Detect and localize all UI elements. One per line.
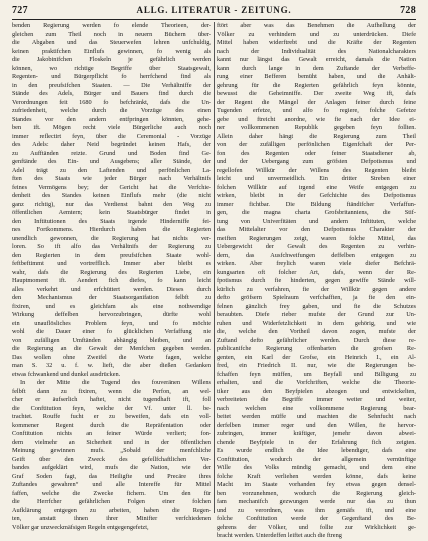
- text-line: Verordnungen feit 1680 fo befchränkt, dafs die Un-: [12, 98, 211, 106]
- text-line: Allein daher hängt die Regierung zum Theil: [217, 132, 416, 140]
- text-line: regellofen Willkür der Willens des Regenten bleibt: [217, 166, 416, 174]
- text-line: fred, ein Friedrich II. nur, wie die Regierungen be-: [217, 362, 416, 369]
- text-line: fpotismus durch fie hinderten, gegen gewiffe Stände will-: [217, 277, 416, 284]
- text-line: gehrung für die Regierten gefährlich feyn könnte,: [217, 81, 416, 89]
- text-line: die Herrfcher gefährlichen Folgen einer folchen: [12, 498, 211, 505]
- text-line: von der zufälligen perfönlichen Eigenfchaft der Per-: [217, 141, 416, 148]
- text-line: folche Conftitution werde der Gegenftand des Be-: [217, 515, 416, 522]
- text-line: bandes aufgeklärt wird, mufs die Nation, wie der: [12, 464, 211, 471]
- text-line: der Regent die Mängel der Anlagen feiner durch feine: [217, 98, 416, 106]
- text-line: zubringen, immer kräftiger, jemehr davon abwei-: [217, 430, 416, 437]
- text-line: Geift über den Zweck des gefellfchaftlichen Ver-: [12, 455, 211, 463]
- text-line: Conftitution nichts an feiner Würde verliert; fon-: [12, 430, 211, 437]
- text-line: zufriedenheit, welche durch die Vorzüge des einen: [12, 107, 211, 114]
- text-line: Regenten- und Bürgerpflicht fo herrfchend find als: [12, 73, 211, 80]
- text-line: Standes vor den andern entfpringen könnten, gehe-: [12, 115, 211, 123]
- left-column: [12, 22, 211, 531]
- text-line: loren. So ift alfo das Verhältnifs der Regierung zu: [12, 243, 211, 250]
- text-line: Adel trägt zu den Laftenden und perfönlichen La-: [12, 166, 211, 174]
- page-header: [12, 5, 416, 18]
- text-line: gehrens der Völker, und follte zur Wirklichkeit ge-: [217, 523, 416, 531]
- text-line: wohl die Dauer einer fo glücklichen Verfaffung nie: [12, 328, 211, 335]
- text-line: kann durch lange in dem Zuftande der Verbeffe-: [217, 64, 416, 72]
- text-line: nach der Individualität des Nationalcharakters: [217, 47, 416, 55]
- text-line: ein unauflösliches Problem feyn, und fo möchte: [12, 319, 211, 327]
- text-line: felbft dann zu fixiren, wenn die Perfon, an wel-: [12, 387, 211, 395]
- text-line: gleichen zum Theil noch in neuern Büchern über-: [12, 30, 211, 38]
- text-line: dern, das Ausfchweifungen deffelben entgegen zu: [217, 251, 416, 259]
- text-line: feftbeftimmt und vortrefflich. Immer aber bleibt es: [12, 260, 211, 267]
- text-line: immer fichtbar. Die Bildung ftändifcher Verfaffun-: [217, 200, 416, 208]
- column-divider: [214, 22, 215, 513]
- text-line: Zuftand defto gefährlicher werden. Durch diese re-: [217, 336, 416, 344]
- text-columns: [12, 22, 416, 539]
- text-line: tiker aus den Beyfpielen abzogen und entwickelten,: [217, 387, 416, 395]
- text-line: ben ift. Mögen recht viele Bürgerliche auch noch: [12, 124, 211, 131]
- text-line: genten, ein Karl der Grofse, ein Heinrich I., ein Al-: [217, 353, 416, 361]
- text-line: fon des Regenten oder feiner Staatsdiener ab,: [217, 149, 416, 157]
- text-line: fixiren, und es gleichfam als eine nothwendige: [12, 302, 211, 310]
- text-line: benden Regierung werden fo elende Theorieen, der-: [12, 22, 211, 29]
- text-line: faffen, welche die Zwecke fichern. Um den für: [12, 489, 211, 497]
- text-line: Wille des Volks mündig gemacht, und dem eine: [217, 464, 416, 471]
- header-rule: [12, 19, 416, 20]
- text-line: erhalten, und die Vorfchriften, welche die Theorie-: [217, 379, 416, 386]
- page-number-left: 727: [12, 5, 28, 16]
- text-line: beraubten. Diefe rieber mufste der Grund zur Un-: [217, 311, 416, 318]
- text-line: derfelben immer reger und den Willen, fie hervor-: [217, 421, 416, 429]
- text-line: meiften Regierungen zeigt, waren folche Mittel, das: [217, 234, 416, 242]
- text-line: felnen gänzlich frey gaben, und fie die Schutzes: [217, 302, 416, 310]
- text-line: feines Vermögens bey; der Gericht hat die Verfchie-: [12, 183, 211, 191]
- text-line: etwas fchwankend und dunkel ausdrücken.: [12, 370, 121, 378]
- text-line: man S. 32 u. f. w. lieft, die aber dießen Gedanken: [12, 362, 211, 369]
- text-line: die Conftitution feyn, welche der Vf. unter ll. be-: [12, 404, 211, 412]
- text-line: zu Aufftänden reizte. Grund und Boden find Ge-: [12, 149, 211, 157]
- text-line: ten, anstatt ihnen ihrer Minifter verfchiedenen: [12, 515, 211, 522]
- text-line: leicht und unvermeidlich. Ein dritter Streben einer: [217, 175, 416, 182]
- text-line: öffentlichen Aemtern; kein Staatsbürger findet in: [12, 209, 211, 216]
- text-line: Hauptmoment ift. Aendert fich diefes, fo kann leicht: [12, 277, 211, 284]
- text-line: und der Uebergang zum gröfsten Defpotismus und: [217, 158, 416, 165]
- text-line: die, welche den Vortheil davon zogen, mufste der: [217, 328, 416, 335]
- text-line: Macht im Staate vorhanden fey etwas gegen densel-: [217, 481, 416, 488]
- text-line: ganz richtig), nur das Verdienst bahnt den Weg zu: [12, 200, 211, 208]
- text-line: Conftitution, wodurch der allgemein vernünftige: [217, 455, 416, 463]
- text-line: kungsarten oft folcher Art, dafs, wenn der Re-: [217, 268, 416, 276]
- text-line: Stände des Adels, Bürger und Bauers find durch die: [12, 90, 211, 97]
- text-line: fam mechanifch gezwungen werde nur das zu thun: [217, 498, 416, 505]
- page-number-right: 728: [400, 5, 416, 16]
- text-line: folche Kraft verliehen werden könne, dafs keine: [217, 472, 416, 480]
- text-line: keinen praktifchen Einflufs gewinnen, fo wenig als: [12, 47, 211, 55]
- text-line: von zufälligen Umftänden abhängig bleiben, und an: [12, 336, 211, 344]
- text-line: die Jakobinifchen Floskeln je gefährlich werden: [12, 56, 211, 63]
- text-line: Uebergewicht der Gewalt des Regenten zu verhin-: [217, 243, 416, 250]
- text-line: Meinung gewinnen mufs. „Sobald der menfchliche: [12, 447, 211, 454]
- text-line: rung einer Befferen bemüht haben, und die Anhält-: [217, 73, 416, 80]
- text-line: Zuftandes gewahren“ und alle Intereffe für Mittel: [12, 481, 211, 488]
- text-line: können, wo richtige Begriffe über Staatsgewalt,: [12, 64, 211, 72]
- text-line: in den preufsifchen Staaten. — Die Verhältniffe der: [12, 81, 211, 89]
- text-line: bracht werden. Unterdeffen leiftet auch die ftreng: [217, 532, 342, 539]
- text-line: den Mechanismus der Staatsorganifation felbft zu: [12, 294, 211, 301]
- text-line: ben vorzunehmen, wodurch die Regierung gleich-: [217, 489, 416, 497]
- text-line: gebe und ftreicht anordne, wie fie nach der Idee ei-: [217, 115, 416, 123]
- text-line: folchen Willkür auf irgend eine Weife entgegen zu: [217, 183, 416, 191]
- text-line: chende Beyfpiele in der Erfahrung fich zeigten.: [217, 438, 416, 446]
- text-line: wirken. Aber freylich waren viele diefer Befchrä-: [217, 260, 416, 267]
- text-line: In der Mitte die Tugend des fouveränen Willens: [20, 379, 211, 386]
- text-line: Aufklärung entgegen zu arbeiten, haben die Regen-: [12, 506, 211, 514]
- text-line: cher er äufserlich haftet, nicht tugendhaft ift, foll: [12, 396, 211, 403]
- text-line: den Inftitutionen des Staats irgende Hinderniffe fei-: [12, 217, 211, 225]
- text-line: ftört aber was das Benehmen die Aufhellung der: [217, 22, 416, 29]
- text-line: ner vollkommenen Republik gegeben feyn follten.: [217, 124, 416, 131]
- text-line: publicanifche Regierung offenbarten die grofsen Re-: [217, 345, 416, 352]
- text-line: denheit des Standes keinen Einflufs mehr (die nicht: [12, 192, 211, 199]
- text-line: unendlich gewonnen, die Regierung hat nichts ver-: [12, 234, 211, 242]
- text-line: den Regierten in dem preufsifchen Staate wohl-: [12, 251, 211, 259]
- text-line: kürlich zu verfahren, fie der Willkür gegen andere: [217, 285, 416, 293]
- text-line: dern vielmehr an Sicherheit und in der öffentlichen: [12, 438, 211, 446]
- text-line: verbreiteten die Begriffe immer weiter und weiter,: [217, 396, 416, 403]
- text-line: Graf Soden fagt, das Heiligfte und Precäre ihres: [12, 472, 211, 480]
- text-line: Völker gar unzweckmäfsigen Regeln entgegengefetzt,: [12, 523, 149, 531]
- text-line: trachtet. Rouffe fucht er zu beweifen, dafs ein voll-: [12, 413, 211, 420]
- text-line: kannt nur längst das Gewalt erreicht, damals die Nation: [217, 56, 416, 63]
- text-line: ften des Staats wie jeder Bürger nach Verhältnifs: [12, 175, 211, 182]
- text-line: immer reflectirt feyn, über die Ceremonial - Vorzüge: [12, 132, 211, 140]
- text-line: nes Fortkommens. Hierdurch haben die Regierten: [12, 226, 211, 233]
- right-column: [217, 22, 416, 539]
- text-line: Es wurde endlich die Idee lebendiger, dafs eine: [217, 447, 416, 454]
- text-line: Wirkung deffelben hervorzubringen, dürfte wohl: [12, 311, 211, 318]
- text-line: defto gröfsern Spielraum verfchafften, ja fie den ein-: [217, 294, 416, 301]
- text-line: nach welchen eine vollkommene Regierung bear-: [217, 404, 416, 412]
- text-line: kommener Regent durch die Repräfentation oder: [12, 421, 211, 429]
- text-line: die Abgaben und das Steuerwefen lehren unfchuldig,: [12, 39, 211, 46]
- text-line: Mittel haben widerftrebt und die Kräfte der Regenten: [217, 39, 416, 46]
- text-line: Völker zu verhindern und zu unterdrücken. Diefe: [217, 30, 416, 38]
- text-line: alles verkehrt und erfchüttert werden. Dieses durch: [12, 285, 211, 293]
- text-line: Das wollen ohne Zweifel die Worte fagen, welche: [12, 353, 211, 361]
- text-line: fchaffen feyn müffen, um Beyfall und Billigung zu: [217, 370, 416, 378]
- journal-title: ALLG. LITERATUR - ZEITUNG.: [136, 5, 292, 15]
- text-line: bewusst die Geheimniffe. Der zweite Weg ift, dafs: [217, 90, 416, 97]
- text-line: tung von Univerfitäten und andern Inftituten, welche: [217, 217, 416, 225]
- text-line: und zu verordnen, was ihm gemäfs ift, und eine: [217, 506, 416, 514]
- text-line: beitet werden müffe und machten die Sehnfucht nach: [217, 413, 416, 420]
- text-line: des Adels: daher Neid begründet keinen Hafs, der: [12, 141, 211, 148]
- text-line: gen, die magna charta Grofsbritanniens, die Stif-: [217, 209, 416, 216]
- text-line: das Mittelalter vor den Defpotismus Charakter der: [217, 226, 416, 233]
- text-line: wahr, dafs die Regierung des Regierten Liebe, ein: [12, 268, 211, 276]
- text-line: genftände des Ein- und Ausgebens; aller Stände, der: [12, 158, 211, 165]
- text-line: ruhen und Widerfetzlichkeit in dem gehörig, und wie: [217, 319, 416, 327]
- text-line: Tugenden erfetze, und alfo fo regiere, folche Gefetze: [217, 107, 416, 114]
- text-line: wirken, bleibt in der Gefchichte des Defpotismus: [217, 192, 416, 199]
- text-line: die Regierung an die Gewalt der Menfchen gegeben werden.: [12, 345, 211, 352]
